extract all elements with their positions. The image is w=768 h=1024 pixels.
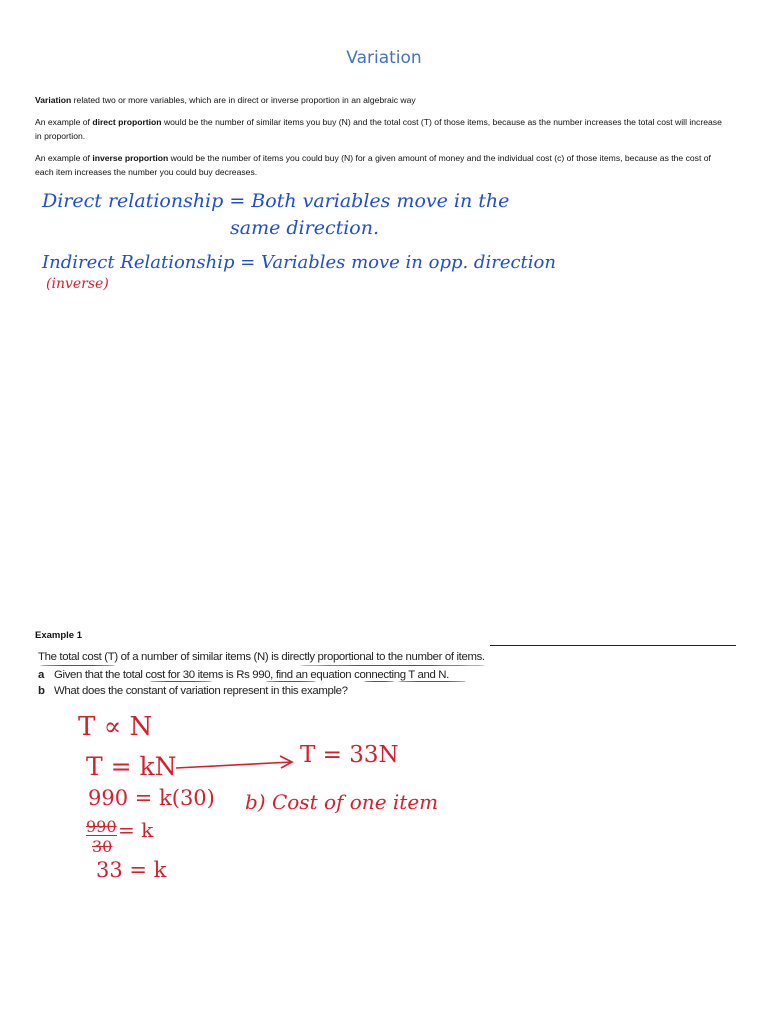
working-answer-b: b) Cost of one item [245,790,439,814]
working-line5: 33 = k [96,858,167,882]
example-statement: The total cost (T) of a number of similar items (N) is directly proportional to the number of items. [38,651,485,663]
note-direct-line1: Direct relationship = Both variables move in the [42,190,510,212]
working-fraction-denominator: 30 [92,837,113,856]
working-line1: T ∝ N [78,712,153,742]
inverse-text: would be the number of items you could buy (N) for a given amount of money and the individual cost (c) of those items, because as the cost of each item increases the number you could buy decreases. [35,153,711,177]
arrow-shaft [176,762,292,768]
direct-prefix: An example of [35,117,93,127]
example-label: Example 1 [35,630,82,641]
direct-term: direct proportion [92,117,162,127]
working-fraction-rest: = k [118,818,154,842]
intro-text: related two or more variables, which are in direct or inverse proportion in an algebraic way [71,95,416,105]
working-result: T = 33N [300,742,399,768]
intro-term: Variation [35,95,72,105]
working-fraction-numerator: 990 [86,817,117,836]
note-indirect-line1: Indirect Relationship = Variables move in opp. direction [42,252,556,273]
direct-text: would be the number of similar items you buy (N) and the total cost (T) of those items, because as the number increases the total cost will increase in proportion. [35,117,722,141]
part-a-letter: a [38,669,45,681]
part-b-text: What does the constant of variation represent in this example? [54,685,348,697]
inverse-prefix: An example of [35,153,93,163]
note-direct-line2: same direction. [230,217,380,239]
working-line2: T = kN [86,752,177,781]
page-title: Variation [346,48,422,68]
note-inverse-tag: (inverse) [46,276,109,292]
part-b-letter: b [38,685,45,697]
inverse-term: inverse proportion [92,153,169,163]
part-a-text: Given that the total cost for 30 items is Rs 990, find an equation connecting T and N. [54,669,449,681]
working-line3: 990 = k(30) [88,786,215,810]
